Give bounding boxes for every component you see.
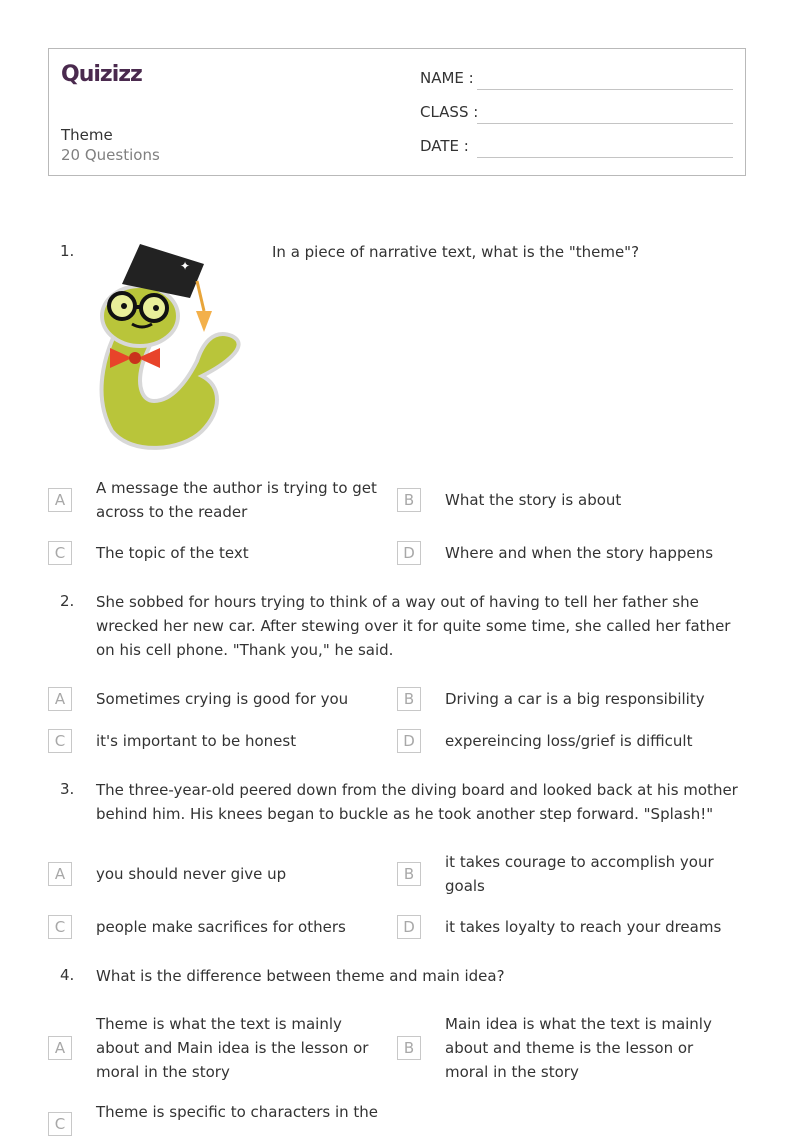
question-text: In a piece of narrative text, what is the "theme"? [272, 243, 640, 261]
option-text: Driving a car is a big responsibility [445, 690, 705, 708]
svg-text:✦: ✦ [180, 259, 191, 273]
option-letter-d[interactable]: D [397, 541, 421, 565]
worksheet-header [48, 48, 746, 176]
option-letter-c[interactable]: C [48, 1112, 72, 1136]
question-number: 3. [60, 780, 75, 798]
option-letter-a[interactable]: A [48, 687, 72, 711]
worksheet-title: Theme [61, 126, 113, 144]
option-letter-b[interactable]: B [397, 862, 421, 886]
option-text: Theme is specific to characters in the [96, 1103, 378, 1121]
question-text: What is the difference between theme and main idea? [96, 967, 505, 985]
quizizz-logo [61, 59, 153, 89]
option-text: Theme is what the text is mainly about and Main idea is the lesson or moral in the story [96, 1015, 369, 1081]
option-letter-d[interactable]: D [397, 729, 421, 753]
option-text: A message the author is trying to get across to the reader [96, 479, 377, 521]
bookworm-mascot-image [92, 236, 256, 456]
option-letter-a[interactable]: A [48, 1036, 72, 1060]
option-text: The topic of the text [96, 544, 249, 562]
option-text: you should never give up [96, 865, 287, 883]
option-letter-b[interactable]: B [397, 1036, 421, 1060]
option-letter-b[interactable]: B [397, 687, 421, 711]
option-text: people make sacrifices for others [96, 918, 346, 936]
name-label: NAME : [420, 69, 474, 87]
question-number: 4. [60, 966, 75, 984]
option-text: What the story is about [445, 491, 622, 509]
option-text: it's important to be honest [96, 732, 297, 750]
option-text: Main idea is what the text is mainly about and theme is the lesson or moral in the story [445, 1015, 712, 1081]
option-text: it takes loyalty to reach your dreams [445, 918, 722, 936]
option-text: it takes courage to accomplish your goals [445, 853, 714, 895]
svg-text:Quizizz: Quizizz [61, 62, 142, 87]
question-text: She sobbed for hours trying to think of a way out of having to tell her father she wrecked her new car. After stewing over it for quite some time, she called her father on his cell phone. "Thank you," he said. [96, 593, 731, 659]
question-number: 2. [60, 592, 75, 610]
question-text: The three-year-old peered down from the diving board and looked back at his mother behind him. His knees began to buckle as he took another step forward. "Splash!" [96, 781, 738, 823]
name-field[interactable] [477, 89, 733, 90]
option-letter-a[interactable]: A [48, 862, 72, 886]
option-letter-c[interactable]: C [48, 915, 72, 939]
option-text: expereincing loss/grief is difficult [445, 732, 693, 750]
question-number: 1. [60, 242, 75, 260]
option-letter-b[interactable]: B [397, 488, 421, 512]
class-field[interactable] [477, 123, 733, 124]
option-letter-d[interactable]: D [397, 915, 421, 939]
option-letter-a[interactable]: A [48, 488, 72, 512]
option-letter-c[interactable]: C [48, 729, 72, 753]
option-text: Sometimes crying is good for you [96, 690, 349, 708]
date-label: DATE : [420, 137, 469, 155]
date-field[interactable] [477, 157, 733, 158]
class-label: CLASS : [420, 103, 479, 121]
question-count: 20 Questions [61, 146, 160, 164]
option-letter-c[interactable]: C [48, 541, 72, 565]
option-text: Where and when the story happens [445, 544, 714, 562]
